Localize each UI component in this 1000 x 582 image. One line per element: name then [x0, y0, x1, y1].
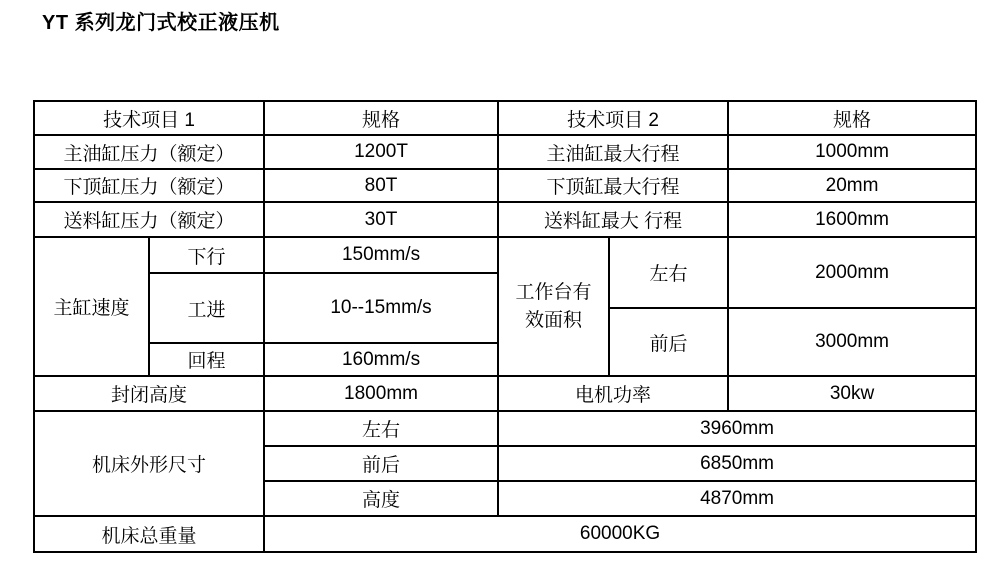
cell-worktable-area-label	[498, 237, 609, 376]
cell-feed-cylinder-pressure-value: 30T	[264, 202, 498, 237]
cell-speed-work-label: 工进	[149, 273, 264, 343]
cell-ejector-cylinder-pressure-label: 下顶缸压力（额定）	[34, 169, 264, 202]
cell-main-cylinder-pressure-value: 1200T	[264, 135, 498, 169]
cell-ejector-cylinder-stroke-label: 下顶缸最大行程	[498, 169, 728, 202]
cell-speed-work-value: 10--15mm/s	[264, 273, 498, 343]
header-spec-2: 规格	[728, 101, 976, 135]
cell-worktable-lr-label: 左右	[609, 237, 728, 308]
cell-dim-height-value: 4870mm	[498, 481, 976, 516]
table-row	[34, 135, 976, 169]
cell-worktable-fb-label: 前后	[609, 308, 728, 376]
table-row	[34, 411, 976, 446]
cell-main-cylinder-speed-label: 主缸速度	[34, 237, 149, 376]
header-spec-1: 规格	[264, 101, 498, 135]
cell-dim-lr-value: 3960mm	[498, 411, 976, 446]
worktable-area-text: 工作台有效面积	[515, 281, 592, 331]
header-tech-item-2: 技术项目 2	[498, 101, 728, 135]
cell-speed-return-value: 160mm/s	[264, 343, 498, 376]
cell-motor-power-value: 30kw	[728, 376, 976, 411]
specs-table	[33, 100, 977, 553]
cell-speed-down-label: 下行	[149, 237, 264, 273]
cell-machine-dimensions-label: 机床外形尺寸	[34, 411, 264, 516]
cell-speed-down-value: 150mm/s	[264, 237, 498, 273]
cell-main-cylinder-stroke-label: 主油缸最大行程	[498, 135, 728, 169]
cell-motor-power-label: 电机功率	[498, 376, 728, 411]
page-title: YT 系列龙门式校正液压机	[42, 12, 280, 34]
cell-worktable-lr-value: 2000mm	[728, 237, 976, 308]
cell-total-weight-value: 60000KG	[264, 516, 976, 552]
cell-speed-return-label: 回程	[149, 343, 264, 376]
cell-feed-cylinder-stroke-label: 送料缸最大 行程	[498, 202, 728, 237]
table-row	[34, 516, 976, 552]
cell-dim-lr-label: 左右	[264, 411, 498, 446]
table-row	[34, 237, 976, 273]
cell-ejector-cylinder-pressure-value: 80T	[264, 169, 498, 202]
cell-total-weight-label: 机床总重量	[34, 516, 264, 552]
cell-feed-cylinder-stroke-value: 1600mm	[728, 202, 976, 237]
cell-worktable-fb-value: 3000mm	[728, 308, 976, 376]
cell-main-cylinder-pressure-label: 主油缸压力（额定）	[34, 135, 264, 169]
cell-main-cylinder-stroke-value: 1000mm	[728, 135, 976, 169]
cell-dim-height-label: 高度	[264, 481, 498, 516]
cell-feed-cylinder-pressure-label: 送料缸压力（额定）	[34, 202, 264, 237]
cell-ejector-cylinder-stroke-value: 20mm	[728, 169, 976, 202]
cell-closed-height-value: 1800mm	[264, 376, 498, 411]
table-row	[34, 376, 976, 411]
table-row	[34, 202, 976, 237]
cell-dim-fb-label: 前后	[264, 446, 498, 481]
table-row	[34, 169, 976, 202]
header-row	[34, 101, 976, 135]
cell-dim-fb-value: 6850mm	[498, 446, 976, 481]
header-tech-item-1: 技术项目 1	[34, 101, 264, 135]
cell-closed-height-label: 封闭高度	[34, 376, 264, 411]
